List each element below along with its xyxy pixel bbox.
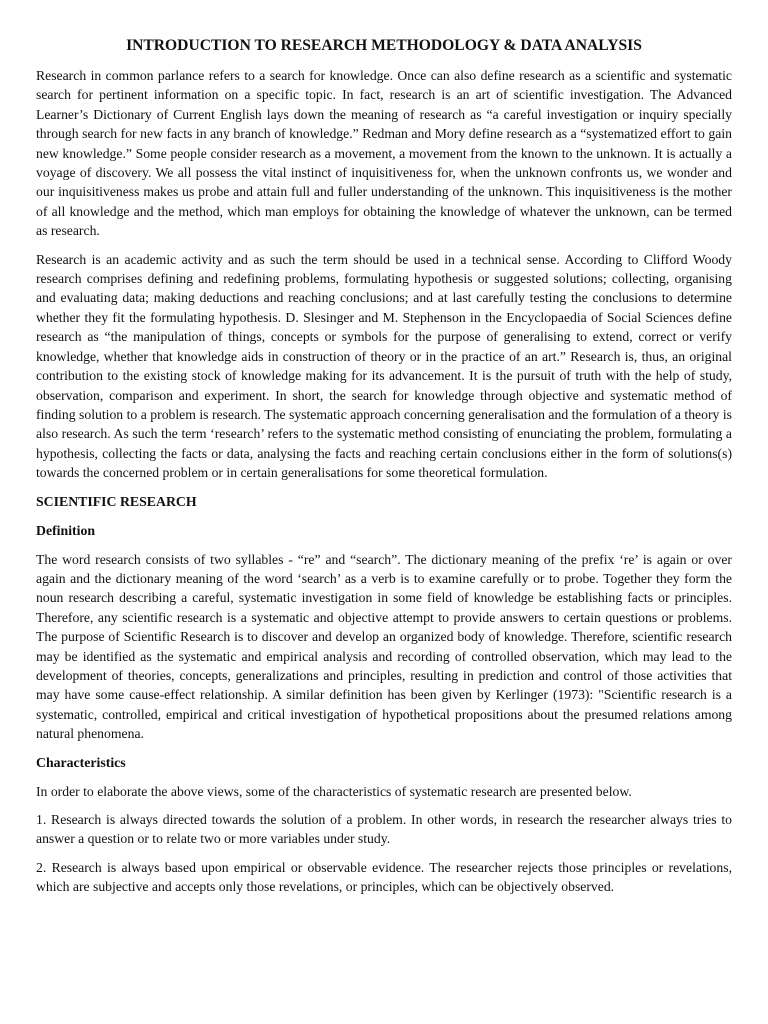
definition-paragraph: The word research consists of two syllables - “re” and “search”. The dictionary meaning of the prefix ‘re’ is again or over again and the dictionary meaning of the word ‘search’ as a verb is to examine carefully or to probe. Together they form the noun research describing a careful, systematic investigation in some field of knowledge be establishing facts or principles. Therefore, any scientific research is a systematic and objective attempt to provide answers to certain questions or problems. The purpose of Scientific Research is to discover and develop an organized body of knowledge. Therefore, scientific research may be identified as the systematic and empirical analysis and recording of controlled observation, which may lead to the development of theories, concepts, generalizations and principles, resulting in prediction and control of those activities that may have some cause-effect relationship. A similar definition has been given by Kerlinger (1973): "Scientific research is a systematic, controlled, empirical and critical investigation of hypothetical propositions about the presumed relations among natural phenomena. xyxy=(36,551,732,742)
characteristics-item-2: 2. Research is always based upon empirical or observable evidence. The researcher rejects those principles or revelations, which are subjective and accepts only those revelations, or principles, which can be objectively observed. xyxy=(36,859,732,895)
characteristics-item-1: 1. Research is always directed towards the solution of a problem. In other words, in research the researcher always tries to answer a question or to relate two or more variables under study. xyxy=(36,812,732,847)
subheading-definition: Definition xyxy=(36,522,96,538)
subheading-characteristics: Characteristics xyxy=(36,754,126,770)
characteristics-intro: In order to elaborate the above views, some of the characteristics of systematic research are presented below. xyxy=(36,783,632,799)
intro-paragraph-2: Research is an academic activity and as such the term should be used in a technical sense. According to Clifford Woody research comprises defining and redefining problems, formulating hypothesis or suggested solutions; collecting, organising and evaluating data; making deductions and reaching conclusions; and at last carefully testing the conclusions to determine whether they fit the formulating hypothesis. D. Slesinger and M. Stephenson in the Encyclopaedia of Social Sciences define research as “the manipulation of things, concepts or symbols for the purpose of generalising to extend, correct or verify knowledge, whether that knowledge aids in construction of theory or in the practice of an art.” Research is, thus, an original contribution to the existing stock of knowledge making for its advancement. It is the pursuit of truth with the help of study, observation, comparison and experiment. In short, the search for knowledge through objective and systematic method of finding solution to a problem is research. The systematic approach concerning generalisation and the formulation of a theory is also research. As such the term ‘research’ refers to the systematic method consisting of enunciating the problem, formulating a hypothesis, collecting the facts or data, analysing the facts and reaching certain conclusions either in the form of solutions(s) towards the concerned problem or in certain generalisations for some theoretical formulation. xyxy=(36,251,732,481)
document-title: INTRODUCTION TO RESEARCH METHODOLOGY & DATA ANALYSIS xyxy=(126,37,642,54)
section-heading-scientific-research: SCIENTIFIC RESEARCH xyxy=(36,493,197,509)
intro-paragraph-1: Research in common parlance refers to a search for knowledge. Once can also define research as a scientific and systematic search for pertinent information on a specific topic. In fact, research is an art of scientific investigation. The Advanced Learner’s Dictionary of Current English lays down the meaning of research as “a careful investigation or inquiry specially through search for new facts in any branch of knowledge.” Redman and Mory define research as a “systematized effort to gain new knowledge.” Some people consider research as a movement, a movement from the known to the unknown. It is actually a voyage of discovery. We all possess the vital instinct of inquisitiveness for, when the unknown confronts us, we wonder and our inquisitiveness makes us probe and attain full and fuller understanding of the unknown. This inquisitiveness is the mother of all knowledge and the method, which man employs for obtaining the knowledge of whatever the unknown, can be termed as research. xyxy=(36,68,732,239)
